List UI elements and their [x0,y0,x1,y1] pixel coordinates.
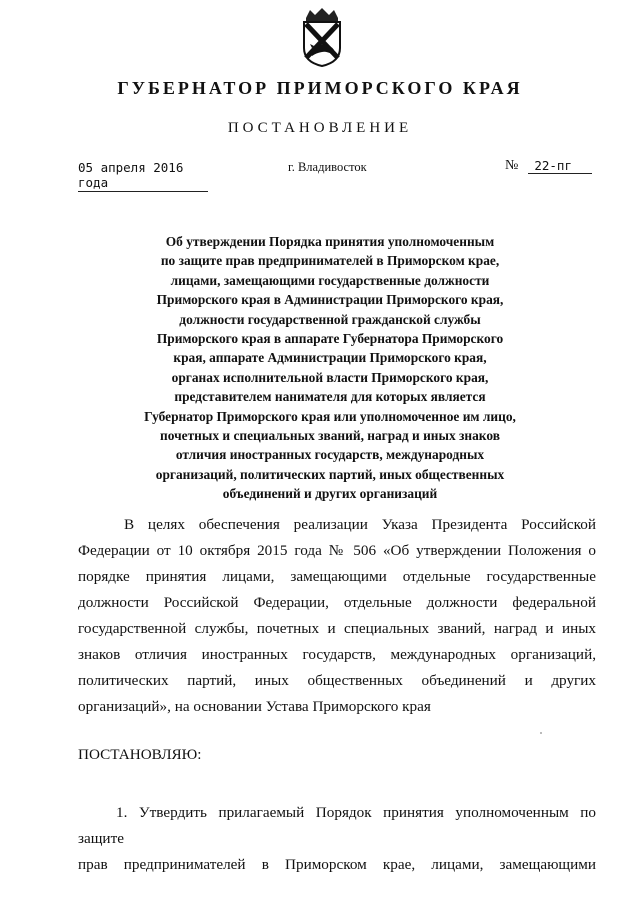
decree-heading: ПОСТАНОВЛЯЮ: [78,746,202,763]
subject-line: Об утверждении Порядка принятия уполномоченным [165,234,495,249]
item-1-paragraph [78,800,596,878]
document-date: 05 апреля 2016 года [78,160,208,192]
subject-line: лицами, замещающими государственные должности [170,272,490,288]
preamble-line: Федерации от 10 октября 2015 года № 506 «Об утверждении Положения о [78,542,596,559]
subject-line: отличия иностранных государств, международных [175,447,485,463]
preamble-line: организаций», на основании Устава Приморского края [78,698,431,715]
number-label: № [505,158,519,173]
subject-line: края, аппарате Администрации Приморского края, [173,350,487,366]
subject-line: организаций, политических партий, иных общественных [155,466,505,482]
preamble-line: политических партий, иных общественных объединений и других [78,672,596,689]
document-subject [120,232,540,504]
document-city: г. Владивосток [288,160,367,174]
item-1-line: 1. Утвердить прилагаемый Порядок принятия уполномоченным по защите [78,804,596,847]
subject-line: по защите прав предпринимателей в Приморском крае, [160,253,500,269]
preamble-paragraph [78,512,596,720]
document-type: ПОСТАНОВЛЕНИЕ [227,120,413,136]
item-1-line: прав предпринимателей в Приморском крае, лицами, замещающими [78,856,596,873]
number-value: 22-пг [528,158,592,174]
subject-line: должности государственной гражданской службы [179,311,481,327]
subject-line: Губернатор Приморского края или уполномоченное им лицо, [144,408,516,424]
preamble-line: порядке принятия лицами, замещающими отдельные государственные [78,568,596,585]
issuing-authority: ГУБЕРНАТОР ПРИМОРСКОГО КРАЯ [117,78,523,98]
preamble-line: должности Российской Федерации, отдельные должности федеральной [78,594,596,611]
subject-line: Приморского края в Администрации Приморского края, [156,292,504,308]
preamble-line: В целях обеспечения реализации Указа Президента Российской [124,516,596,533]
subject-line: Приморского края в аппарате Губернатора Приморского [156,331,504,347]
preamble-line: знаков отличия иностранных государств, международных организаций, [78,646,596,663]
preamble-line: государственной службы, почетных и специальных званий, наград и иных [78,620,596,637]
subject-line: органах исполнительной власти Приморского края, [171,369,489,385]
document-number [505,158,592,174]
subject-line: представителем нанимателя для которых является [174,389,486,405]
subject-line: почетных и специальных званий, наград и иных знаков [160,428,500,444]
scan-speck [540,732,542,734]
subject-line: объединений и других организаций [222,486,438,502]
coat-of-arms-icon [296,6,348,68]
